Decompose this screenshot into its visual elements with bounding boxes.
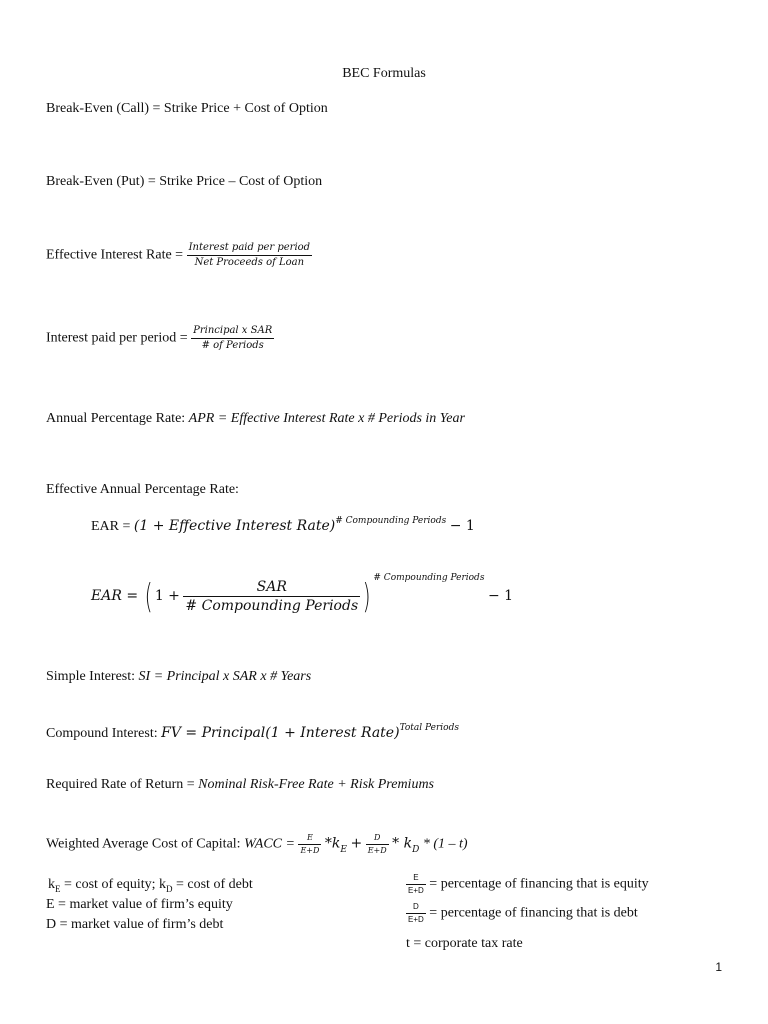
ear2-tail: − 1: [487, 588, 514, 604]
legend-ke-sub: E: [55, 884, 61, 894]
legend-debt-share: [406, 903, 638, 924]
ear2-fraction: [183, 580, 360, 613]
wacc-tail: * (1 – t): [422, 836, 468, 852]
wacc-f2-numerator: D: [373, 833, 381, 842]
ear1-lhs: EAR =: [91, 519, 131, 534]
ci-exponent: Total Periods: [399, 723, 459, 733]
legend-debt-denominator: E+D: [408, 915, 424, 924]
wacc-kd: * k: [392, 835, 413, 852]
legend-debt-fraction: [406, 903, 426, 924]
wacc-debt-fraction: [366, 834, 389, 855]
legend-kd-sub: D: [166, 884, 173, 894]
eir-denominator: Net Proceeds of Loan: [187, 255, 313, 268]
legend-tax-rate: t = corporate tax rate: [406, 936, 523, 951]
page-title: BEC Formulas: [342, 66, 426, 81]
eir-numerator: Interest paid per period: [188, 242, 311, 253]
ear2-numerator: SAR: [256, 579, 287, 596]
simple-interest-formula: [46, 668, 311, 686]
effective-interest-rate-formula: [46, 243, 312, 268]
wacc-ke-sub: E: [340, 844, 347, 855]
wacc-ke: *k: [324, 835, 341, 852]
legend-eq-numerator: E: [413, 873, 419, 882]
ear2-open-paren: (: [144, 576, 153, 617]
apr-expression: APR = Effective Interest Rate x # Periods in Year: [188, 411, 465, 426]
apr-label: Annual Percentage Rate:: [46, 411, 186, 426]
legend-debt-text: = percentage of financing that is debt: [429, 905, 638, 921]
ipp-label: Interest paid per period =: [46, 330, 188, 346]
ci-expression: FV = Principal(1 + Interest Rate): [161, 725, 400, 741]
eir-label: Effective Interest Rate =: [46, 247, 184, 263]
ci-label: Compound Interest:: [46, 726, 158, 741]
wacc-formula: [46, 834, 468, 855]
break-even-put-formula: Break-Even (Put) = Strike Price – Cost of Option: [46, 174, 323, 189]
required-rate-formula: [46, 776, 434, 794]
legend-equity-text: = percentage of financing that is equity: [429, 876, 649, 892]
legend-kd-text: = cost of debt: [172, 877, 253, 892]
eir-fraction: [187, 243, 313, 268]
legend-kd: k: [159, 877, 166, 892]
ipp-fraction: [191, 326, 274, 351]
page-number: 1: [715, 960, 722, 974]
legend-equity-fraction: [406, 874, 426, 895]
wacc-f1-numerator: E: [307, 833, 313, 842]
wacc-f1-denominator: E+D: [300, 846, 320, 855]
ear-formula-1: [91, 517, 475, 537]
si-label: Simple Interest:: [46, 669, 136, 684]
ear2-exponent: # Compounding Periods: [373, 573, 485, 583]
legend-debt-def: D = market value of firm’s debt: [46, 917, 224, 932]
ear2-denominator: # Compounding Periods: [185, 598, 359, 615]
si-expression: SI = Principal x SAR x # Years: [138, 669, 312, 684]
wacc-plus: +: [350, 835, 363, 852]
ear-label: Effective Annual Percentage Rate:: [46, 482, 239, 497]
ear1-tail: − 1: [449, 518, 475, 534]
ear2-open: 1 +: [154, 588, 180, 604]
legend-equity-share: [406, 874, 649, 895]
rrr-label: Required Rate of Return =: [46, 777, 195, 792]
rrr-expression: Nominal Risk-Free Rate + Risk Premiums: [198, 777, 435, 792]
wacc-label: Weighted Average Cost of Capital:: [46, 836, 241, 852]
interest-paid-per-period-formula: [46, 326, 274, 351]
wacc-f2-denominator: E+D: [367, 846, 387, 855]
legend-ke: k: [48, 877, 55, 892]
legend-eq-denominator: E+D: [408, 886, 424, 895]
legend-debt-numerator: D: [413, 902, 419, 911]
ipp-denominator: # of Periods: [191, 338, 274, 351]
ear1-exponent: # Compounding Periods: [335, 516, 447, 526]
ear-formula-2: [91, 568, 513, 624]
ear1-base: (1 + Effective Interest Rate): [133, 518, 336, 534]
apr-formula: [46, 410, 465, 428]
legend-equity-def: E = market value of firm’s equity: [46, 897, 233, 912]
wacc-kd-sub: D: [412, 844, 420, 855]
compound-interest-formula: [46, 724, 459, 744]
legend-cost-line: [48, 876, 253, 894]
wacc-lhs: WACC =: [244, 836, 295, 852]
ear2-lhs: EAR =: [91, 588, 139, 604]
ear2-close-paren: ): [362, 576, 371, 617]
break-even-call-formula: Break-Even (Call) = Strike Price + Cost of Option: [46, 101, 328, 116]
legend-ke-text: = cost of equity;: [60, 877, 159, 892]
ipp-numerator: Principal x SAR: [193, 325, 273, 336]
wacc-equity-fraction: [298, 834, 321, 855]
